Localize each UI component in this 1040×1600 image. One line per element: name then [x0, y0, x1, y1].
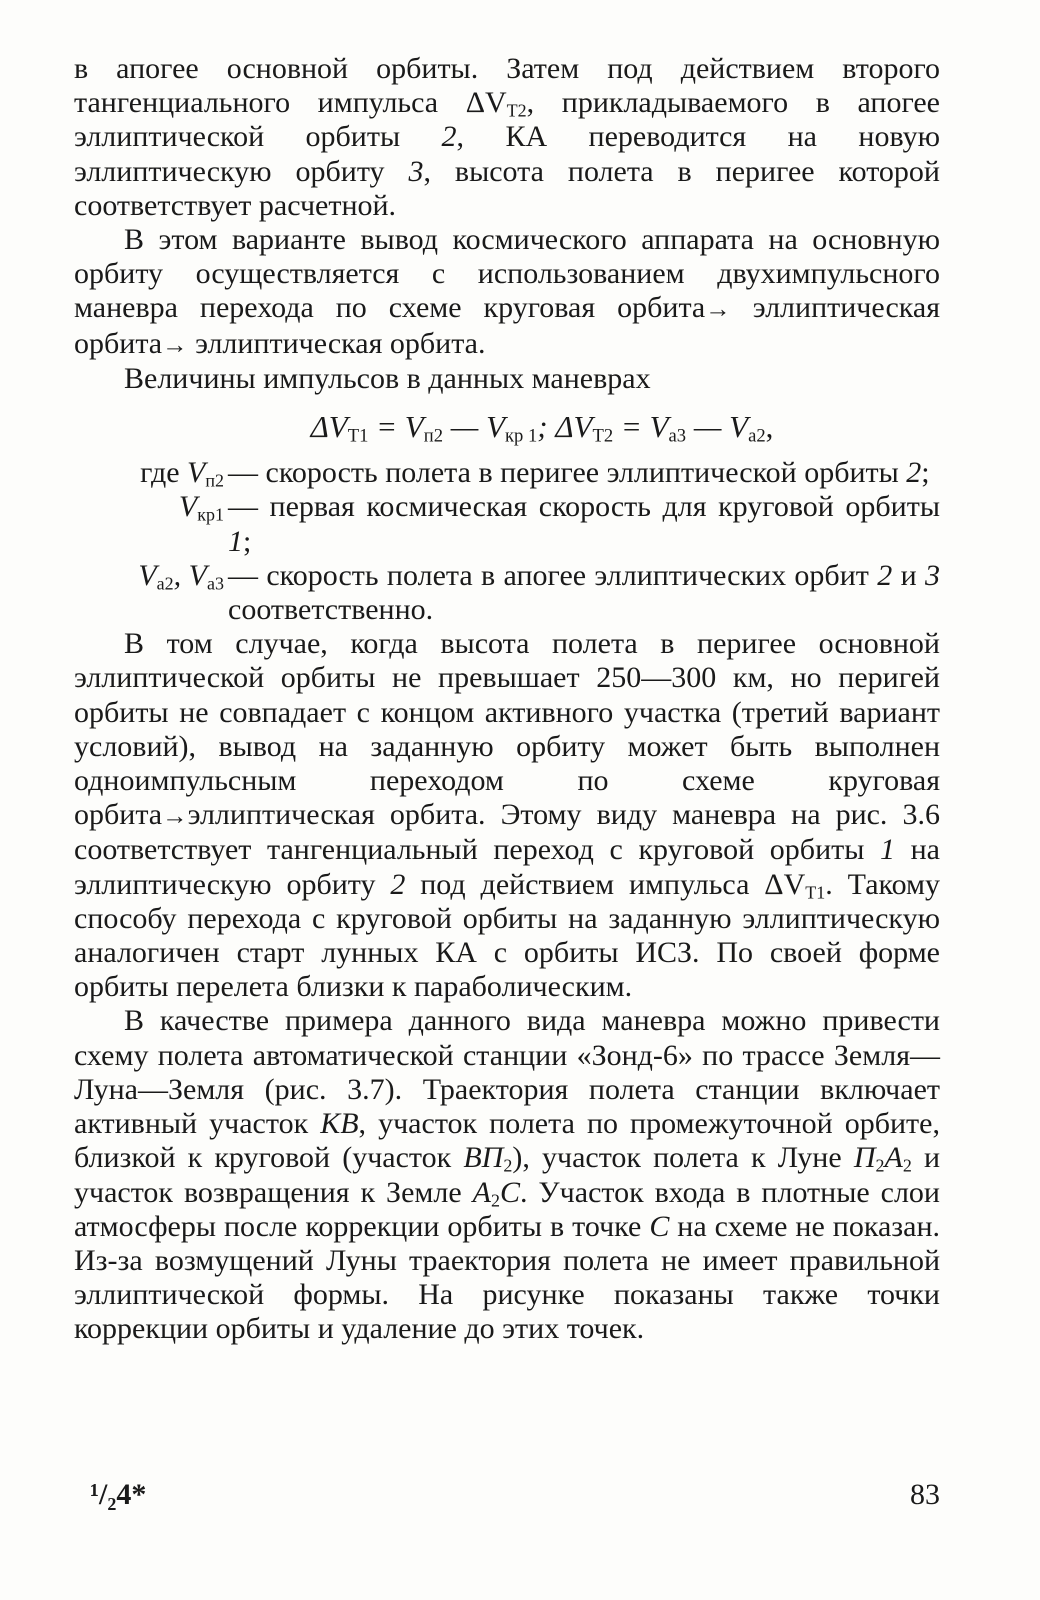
definition-term — [74, 456, 224, 490]
subscript: 2 — [902, 1155, 912, 1176]
formula-part: ; ΔV — [537, 409, 593, 445]
segment-label: BП — [463, 1141, 504, 1175]
text: . Такому способу перехода с круговой орбиты на заданную эллиптическую аналогичен старт лунных КА с орбиты ИСЗ. По своей форме орбиты перелета близки к параболическим. — [74, 867, 940, 1004]
text: в апогее основной орбиты. Затем под действием второго тангенциального импульса ΔV — [74, 52, 940, 120]
arrow-icon: → — [705, 294, 731, 324]
paragraph-3: Величины импульсов в данных маневрах — [124, 361, 651, 395]
segment-label: KB — [320, 1107, 359, 1141]
formula — [74, 409, 940, 447]
formula-part: = V — [368, 409, 424, 445]
definition-term — [74, 490, 224, 558]
text: — скорость полета в перигее эллиптической орбиты — [228, 456, 907, 490]
paragraph-5 — [74, 1004, 940, 1346]
text: , КА переводится на новую эллиптическую орбиту — [74, 120, 940, 188]
paragraph-2 — [74, 223, 940, 362]
symbol: V — [178, 490, 198, 524]
symbol-sub: а3 — [207, 573, 224, 594]
paragraph-1 — [74, 52, 940, 223]
definition-term — [74, 559, 224, 627]
symbol: V — [138, 558, 157, 592]
formula-part: , — [765, 409, 774, 445]
text: В том случае, когда высота полета в перигее основной эллиптической орбиты не превышает 250—300 км, но перигей орбиты не совпадает с концом активного участка (третий вариант условий), вывод на заданную орбиту может быть выполнен одноимпульсным переходом по схеме круговая орбита — [74, 627, 940, 832]
definition-text — [224, 456, 940, 490]
orbit-ref: 1 — [880, 833, 896, 867]
paragraph-4 — [74, 627, 940, 1004]
symbol-sub: кр1 — [197, 504, 224, 525]
text: — скорость полета в апогее эллиптических орбит — [228, 558, 878, 592]
definition-text — [224, 490, 940, 558]
symbol: , V — [173, 558, 207, 592]
orbit-ref: 3 — [925, 558, 940, 592]
symbol-sub: а2 — [156, 573, 174, 594]
text: В качестве примера данного вида маневра можно привести схему полета автоматической станции «Зонд-6» по трассе Земля—Луна—Земля (рис. 3.7). Траектория полета станции включает активный участок — [74, 1004, 940, 1141]
formula-sub: а2 — [748, 425, 766, 447]
text: . Участок входа в плотные слои атмосферы после коррекции орбиты в точке — [74, 1175, 940, 1243]
subscript: 2 — [503, 1155, 513, 1176]
definition-text — [224, 559, 940, 627]
formula-part: ΔV — [310, 409, 348, 445]
text: ), участок полета к Луне — [512, 1141, 854, 1175]
definition-row — [74, 490, 940, 558]
segment-label: A — [884, 1141, 903, 1175]
point-label: C — [649, 1209, 670, 1243]
symbol: V — [187, 456, 206, 490]
symbol-sub: п2 — [205, 470, 224, 491]
formula-sub: а3 — [668, 425, 687, 447]
segment-label: C — [499, 1175, 520, 1209]
orbit-ref: 2 — [441, 120, 457, 154]
subscript: 2 — [875, 1155, 885, 1176]
text: где — [140, 456, 188, 490]
formula-part: — V — [443, 409, 505, 445]
segment-label: A — [472, 1175, 491, 1209]
signature-mark: ¹/₂4* — [90, 1478, 147, 1511]
definition-row — [74, 559, 940, 627]
formula-sub: п2 — [423, 425, 443, 447]
subscript: T2 — [506, 100, 527, 121]
text: на эллиптическую орбиту — [74, 833, 940, 901]
text: В этом варианте вывод космического аппарата на основную орбиту осуществляется с использованием двухимпульсного маневра перехода по схеме круговая орбита — [74, 223, 940, 325]
text: ; — [921, 456, 930, 490]
orbit-ref: 2 — [906, 456, 922, 490]
formula-part: = V — [613, 409, 669, 445]
text: — первая космическая скорость для круговой орбиты — [228, 490, 940, 524]
subscript: 2 — [490, 1190, 500, 1210]
text: эллиптическая орбита — [74, 291, 940, 360]
definitions — [74, 456, 940, 627]
formula-sub: кр 1 — [505, 425, 538, 447]
text: и участок возвращения к Земле — [74, 1141, 940, 1209]
text: под действием импульса ΔV — [405, 867, 806, 901]
arrow-icon: → — [162, 329, 188, 359]
segment-label: П — [853, 1141, 876, 1175]
definition-row — [74, 456, 940, 490]
orbit-ref: 3 — [408, 154, 424, 188]
formula-sub: T1 — [347, 425, 369, 447]
arrow-icon: → — [162, 801, 188, 831]
page-body — [74, 52, 940, 1347]
text: , высота полета в перигее которой соответствует расчетной. — [74, 154, 940, 222]
orbit-ref: 1 — [228, 524, 243, 558]
page-number: 83 — [910, 1478, 940, 1511]
text: на схеме не показан. Из-за возмущений Луны траектория полета не имеет правильной эллиптической формы. На рисунке показаны также точки коррекции орбиты и удаление до этих точек. — [74, 1209, 940, 1346]
text: и — [892, 558, 925, 592]
subscript: T1 — [805, 882, 826, 903]
text: , участок полета по промежуточной орбите, близкой к круговой (участок — [74, 1107, 940, 1175]
text: эллиптическая орбита. — [187, 326, 486, 360]
formula-sub: T2 — [592, 425, 614, 447]
text: соответственно. — [228, 593, 434, 627]
text: ; — [243, 524, 252, 558]
orbit-ref: 2 — [877, 558, 893, 592]
text: , прикладываемого в апогее эллиптической орбиты — [74, 86, 940, 154]
formula-part: — V — [686, 409, 749, 445]
text: эллиптическая орбита. Этому виду маневра на рис. 3.6 соответствует тангенциальный переход с круговой орбиты — [74, 798, 940, 867]
orbit-ref: 2 — [390, 867, 406, 901]
